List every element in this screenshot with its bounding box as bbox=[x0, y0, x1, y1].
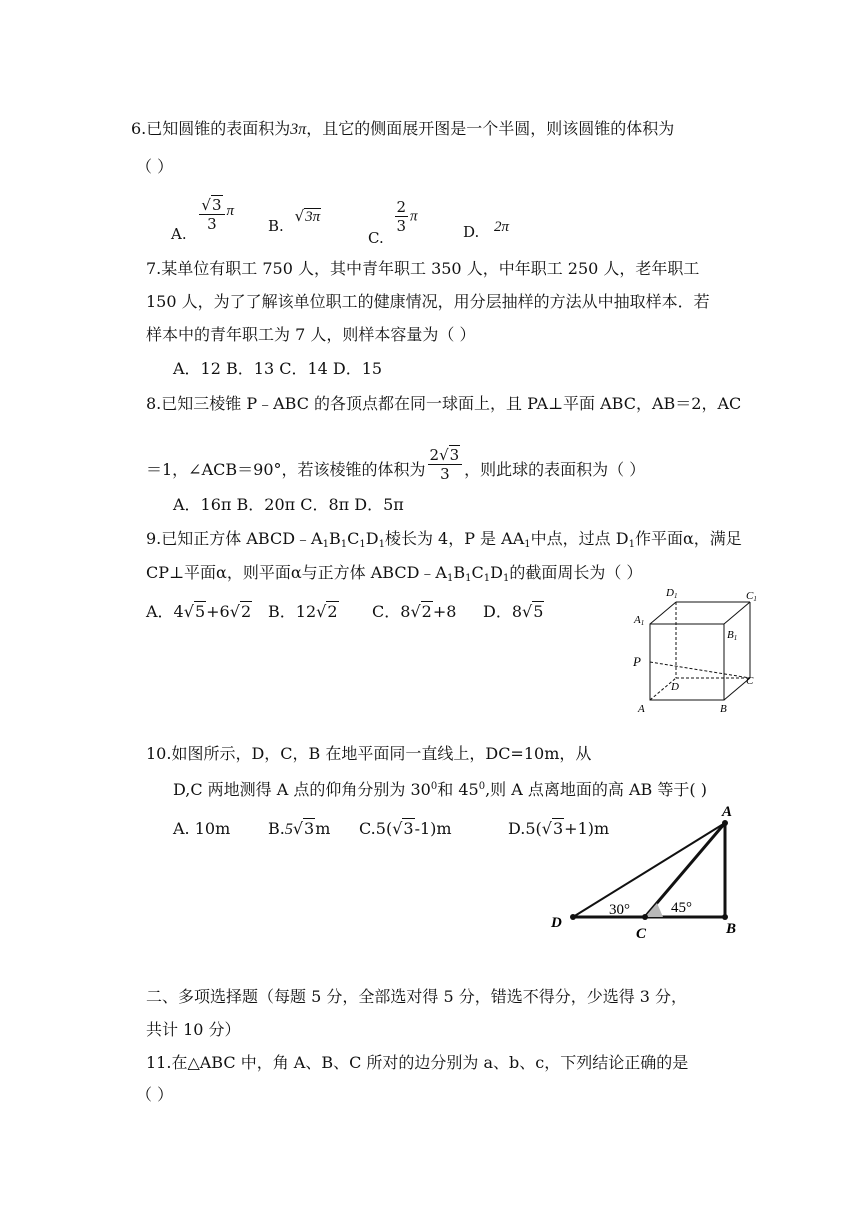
label-D1: D1 bbox=[666, 587, 678, 600]
q7-line3: 样本中的青年职工为 7 人，则样本容量为（ ） bbox=[146, 325, 476, 344]
q10-option-c: C.5(√3-1)m bbox=[359, 819, 452, 838]
q7-line2: 150 人，为了了解该单位职工的健康情况，用分层抽样的方法从中抽取样本．若 bbox=[146, 292, 710, 311]
triangle-figure bbox=[545, 800, 775, 945]
q8-volume: $\frac{2√3}{3}$ bbox=[428, 446, 463, 483]
q10-line1: 10.如图所示，D，C，B 在地平面同一直线上，DC=10m，从 bbox=[146, 744, 592, 763]
q9-option-d: D．8√5 bbox=[483, 602, 544, 621]
angle-45: 45° bbox=[671, 900, 692, 916]
q6-stem: 6.已知圆锥的表面积为3π，且它的侧面展开图是一个半圆，则该圆锥的体积为 bbox=[131, 119, 675, 138]
q9-line2: CP⊥平面α，则平面α与正方体 $ABCD﹣A_1B_1C_1D_1$的截面周长为（ ） bbox=[146, 563, 643, 584]
q11-paren: （ ） bbox=[136, 1085, 174, 1104]
q7-line1: 7.某单位有职工 750 人，其中青年职工 350 人，中年职工 250 人，老年职工 bbox=[146, 259, 700, 278]
q8-line2: ＝1，∠ACB＝90°，若该棱锥的体积为 $\frac{2√3}{3}$ ，则此球的表面积为（ ） bbox=[146, 446, 646, 483]
q6-option-b: B. √3π bbox=[268, 207, 321, 235]
q6-area: 3π bbox=[290, 121, 307, 138]
angle-30: 30° bbox=[609, 902, 630, 918]
label-A: A bbox=[722, 804, 733, 820]
label-A: A bbox=[638, 703, 645, 715]
q8-options: A．16π B．20π C．8π D．5π bbox=[173, 495, 404, 514]
q9-option-b: B．12√2 bbox=[268, 602, 338, 621]
q10-option-d: D.5(√3+1)m bbox=[508, 819, 610, 838]
q6-option-d: D. 2π bbox=[463, 219, 510, 241]
label-B: B bbox=[726, 921, 737, 937]
label-B1: B1 bbox=[727, 629, 738, 642]
q6-option-c: C. $\frac{2}{3}$ π bbox=[368, 198, 418, 247]
q7-options: A．12 B．13 C．14 D．15 bbox=[173, 359, 383, 378]
label-B: B bbox=[720, 703, 727, 715]
q6-paren: （ ） bbox=[136, 157, 174, 176]
q10-option-b: B.5√3m bbox=[268, 819, 331, 838]
label-C: C bbox=[746, 675, 754, 687]
q10-line2: D,C 两地测得 A 点的仰角分别为 $30^0$和 $45^0$,则 A 点离地面的高 AB 等于( ) bbox=[173, 780, 707, 799]
label-C1: C1 bbox=[746, 590, 757, 603]
q8-line1: 8.已知三棱锥 P﹣ABC 的各顶点都在同一球面上，且 PA⊥平面 ABC，AB＝2，AC bbox=[146, 394, 742, 413]
q11-line1: 11.在△ABC 中，角 A、B、C 所对的边分别为 a、b、c，下列结论正确的是 bbox=[146, 1053, 689, 1072]
section2-line2: 共计 10 分） bbox=[146, 1020, 241, 1039]
cube-figure bbox=[628, 582, 768, 716]
label-C: C bbox=[636, 926, 647, 942]
q9-option-a: A．4√5+6√2 bbox=[146, 602, 252, 621]
label-A1: A1 bbox=[634, 614, 645, 627]
q9-line1: 9.已知正方体 $ABCD﹣A_1B_1C_1D_1$棱长为 4，P 是 $AA_1$中点，过点 $D_1$作平面α，满足 bbox=[146, 529, 742, 550]
label-D: D bbox=[551, 915, 562, 931]
q9-option-c: C．8√2+8 bbox=[372, 602, 457, 621]
q6-option-a: A. $\frac{√3}{3}$ π bbox=[171, 196, 235, 243]
q10-option-a: A. 10m bbox=[173, 819, 231, 838]
label-P: P bbox=[633, 654, 641, 669]
section2-line1: 二、多项选择题（每题 5 分，全部选对得 5 分，错选不得分，少选得 3 分， bbox=[146, 987, 688, 1006]
label-D: D bbox=[671, 681, 679, 693]
